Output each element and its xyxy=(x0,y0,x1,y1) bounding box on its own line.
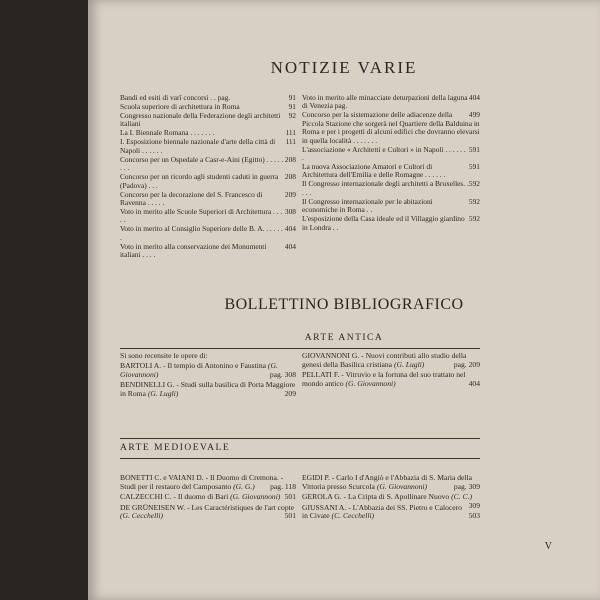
entry-text: - Il duomo di Bari xyxy=(173,492,229,502)
entry-author: GEROLA G. xyxy=(302,492,342,502)
bollettino-title: BOLLETTINO BIBLIOGRAFICO xyxy=(224,296,464,313)
entry-page: pag. 209 xyxy=(453,359,480,369)
entry-reviewer: (G. Lugli) xyxy=(147,388,179,398)
index-entry xyxy=(120,112,296,129)
entry-author: DE GRÜNEISEN W. xyxy=(120,502,186,512)
entry-title: L'associazione « Architetti e Cultori » in Napoli . . . . . . . xyxy=(302,144,466,163)
entry-title: Concorso per un ricordo agli studenti caduti in guerra (Padova) . . . xyxy=(120,172,279,190)
section-title-antica: ARTE ANTICA xyxy=(304,333,384,343)
entry-page: 501 xyxy=(284,492,296,502)
entry-page: 92 xyxy=(288,111,296,120)
entry-text: - L'Abbazia dei SS. Pietro e Calocero in Civate xyxy=(302,502,462,521)
entry-page: 209 xyxy=(284,189,296,199)
entry-reviewer: (C. C.) xyxy=(451,492,473,502)
index-entry xyxy=(302,111,480,145)
entry-page: 404 xyxy=(284,224,296,234)
entry-text: - La Cripta di S. Apollinare Nuovo xyxy=(343,492,450,502)
entry-page: 208 xyxy=(284,172,296,182)
divider xyxy=(120,458,480,459)
entry-author: EGIDI P. xyxy=(302,473,330,482)
bibliography-entry xyxy=(120,504,296,521)
entry-title: I. Esposizione biennale nazionale d'arte della città di Napoli . . . . . . xyxy=(120,137,276,155)
entry-title: Il Congresso internazionale per le abitazioni economiche in Roma . . xyxy=(302,196,433,215)
entry-title: Concorso per la sistemazione delle adiacenze della Piccola Stazione che sorgerà nel Quartiere della Balduina in Roma e per i progetti di alcuni edifici che dovranno elevarsi in quella località . . . . . . . xyxy=(302,110,480,145)
entry-title: Voto in merito al Consiglio Superiore delle B. A. . . . . . . xyxy=(120,224,283,242)
bibliography-entry xyxy=(120,381,296,398)
entry-page: pag. 308 xyxy=(269,369,296,379)
entry-title: Voto in merito alle minacciate deturpazioni della laguna di Venezia pag. xyxy=(302,93,468,111)
entry-page: 404 xyxy=(468,378,480,388)
index-entry xyxy=(302,146,480,163)
index-entry xyxy=(120,225,296,242)
index-entry xyxy=(120,156,296,173)
entry-page: 404 xyxy=(468,93,480,102)
bibliography-entry xyxy=(302,500,480,521)
entry-page: 591 xyxy=(468,144,480,154)
antica-right-column xyxy=(302,352,480,390)
entry-page: 499 xyxy=(468,110,480,120)
index-entry xyxy=(120,138,296,155)
entry-page: 309 xyxy=(468,500,480,510)
entry-page: 91 xyxy=(288,102,296,111)
entry-reviewer: (G. G.) xyxy=(233,481,255,491)
entry-page: 592 xyxy=(468,214,480,224)
medioevale-left-column xyxy=(120,474,296,523)
entry-reviewer: (C. Cecchelli) xyxy=(331,511,375,521)
index-entry xyxy=(120,208,296,225)
notizie-left-column xyxy=(120,94,296,260)
medioevale-right-column xyxy=(302,474,480,523)
entry-author: BONETTI C. e VAIANI D. xyxy=(120,473,204,482)
entry-reviewer: (G. Giovannoni) xyxy=(120,361,278,379)
bibliography-entry xyxy=(120,362,296,379)
entry-title: Concorso per un Ospedale a Casr-e-Aini (Egitto) . . . . . . . . xyxy=(120,154,284,173)
index-entry xyxy=(120,191,296,208)
entry-author: CALZECCHI C. xyxy=(120,492,172,502)
entry-page: 592 xyxy=(468,179,480,189)
entry-title: La nuova Associazione Amatori e Cultori di Architettura dell'Emilia e delle Romagne . . . . . . xyxy=(302,162,446,180)
entry-reviewer: (G. Giovannoni) xyxy=(230,492,281,502)
bibliography-entry xyxy=(302,352,480,369)
bibliography-entry xyxy=(302,474,480,491)
page-number: V xyxy=(544,541,552,552)
entry-reviewer: (G. Giovannoni) xyxy=(345,378,396,388)
entry-page: 501 xyxy=(284,511,296,521)
entry-reviewer: (G. Cecchelli) xyxy=(120,511,164,521)
entry-author: GIUSSANI A. xyxy=(302,502,347,512)
antica-intro: Si sono recensite le opere di: xyxy=(120,351,208,360)
index-entry xyxy=(302,215,480,232)
entry-author: BARTOLI A. xyxy=(120,361,162,370)
entry-page: 591 xyxy=(468,162,480,172)
entry-text: - Vitruvio e la fortuna del suo trattato nel mondo antico xyxy=(302,370,466,388)
entry-author: PELLATI F. xyxy=(302,370,340,380)
document-page xyxy=(88,0,600,600)
entry-text: - Nuovi contributi allo studio della genesi della Basilica cristiana xyxy=(302,351,467,369)
entry-title: Scuola superiore di architettura in Roma xyxy=(120,102,240,111)
notizie-right-column xyxy=(302,94,480,233)
section-title-medioevale: ARTE MEDIOEVALE xyxy=(120,443,231,453)
page-title: NOTIZIE VARIE xyxy=(270,58,418,77)
entry-text: - Les Caractéristiques de l'art copte xyxy=(187,502,295,512)
entry-title: La I. Biennale Romana . . . . . . . xyxy=(120,128,215,138)
index-entry xyxy=(120,243,296,260)
index-entry xyxy=(302,180,480,197)
entry-author: GIOVANNONI G. xyxy=(302,351,360,360)
index-entry xyxy=(302,94,480,111)
index-entry xyxy=(302,198,480,215)
divider xyxy=(120,438,480,439)
entry-text: - Studi sulla basilica di Porta Maggiore in Roma xyxy=(120,380,296,398)
entry-text: - Carlo I d'Angiò e l'Abbazia di S. Maria della Vittoria presso Scurcola xyxy=(302,473,472,491)
entry-title: Concorso per la decorazione del S. Francesco di Ravenna . . . . . xyxy=(120,189,263,208)
entry-page: 404 xyxy=(284,241,296,251)
bibliography-entry xyxy=(120,493,296,502)
antica-left-column xyxy=(120,362,296,400)
entry-title: Voto in merito alle Scuole Superiori di Architettura . . . . . xyxy=(120,207,283,225)
entry-page: 91 xyxy=(288,93,296,102)
entry-page: 503 xyxy=(468,511,480,521)
entry-page: pag. 118 xyxy=(270,481,296,491)
entry-page: 592 xyxy=(468,196,480,206)
entry-title: Bandi ed esiti di varî concorsi . . pag. xyxy=(120,93,231,102)
entry-title: Congresso nazionale della Federazione degli architetti italiani xyxy=(120,111,281,129)
entry-title: Il Congresso internazionale degli architetti a Bruxelles. . . . . xyxy=(302,179,469,197)
entry-reviewer: (G. Giovannoni) xyxy=(376,481,428,491)
entry-page: 111 xyxy=(285,128,296,138)
entry-page: 208 xyxy=(284,154,296,164)
divider xyxy=(120,348,480,349)
bibliography-entry xyxy=(302,371,480,388)
entry-reviewer: (G. Lugli) xyxy=(393,359,425,369)
entry-page: pag. 309 xyxy=(453,481,480,491)
entry-author: BENDINELLI G. xyxy=(120,380,175,390)
index-entry xyxy=(120,173,296,190)
entry-page: 111 xyxy=(285,137,296,147)
entry-page: 308 xyxy=(284,207,296,217)
entry-text: - Il Duomo di Cremona. - Studi per il restauro del Camposanto xyxy=(120,473,284,491)
entry-text: - Il tempio di Antonino e Faustina xyxy=(163,361,267,370)
entry-title: Voto in merito alla conservazione dei Monumenti italiani . . . . xyxy=(120,241,267,260)
bibliography-entry xyxy=(120,474,296,491)
index-entry xyxy=(302,163,480,180)
entry-page: 209 xyxy=(284,388,296,398)
entry-title: L'esposizione della Casa ideale ed il Villaggio giardino in Londra . . xyxy=(302,214,465,232)
